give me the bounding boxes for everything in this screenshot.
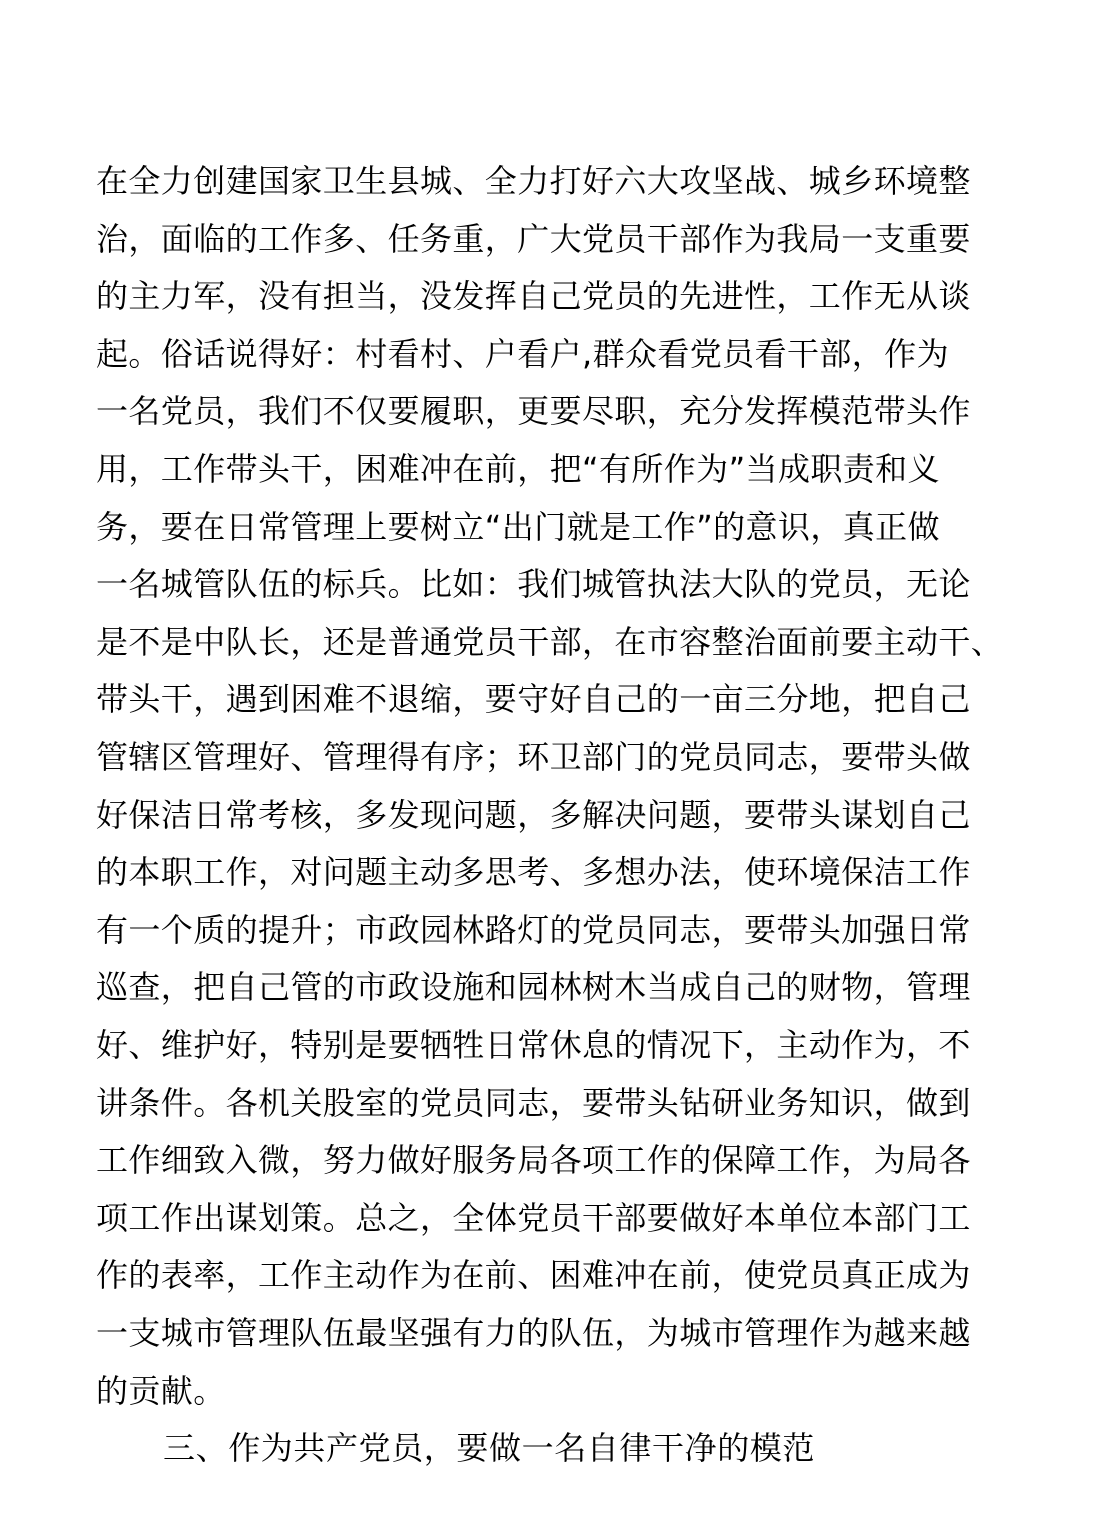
paragraph-line: 起。俗话说得好：村看村、户看户,群众看党员看干部，作为: [96, 335, 949, 373]
paragraph-line: 一名党员，我们不仅要履职，更要尽职，充分发挥模范带头作: [96, 392, 971, 430]
paragraph-line: 一支城市管理队伍最坚强有力的队伍，为城市管理作为越来越: [96, 1314, 971, 1352]
paragraph-line: 讲条件。各机关股室的党员同志，要带头钻研业务知识，做到: [96, 1084, 971, 1122]
paragraph-line: 有一个质的提升；市政园林路灯的党员同志，要带头加强日常: [96, 911, 971, 949]
paragraph-line: 一名城管队伍的标兵。比如：我们城管执法大队的党员，无论: [96, 565, 971, 603]
paragraph-line: 带头干，遇到困难不退缩，要守好自己的一亩三分地，把自己: [96, 680, 971, 718]
paragraph-line: 工作细致入微，努力做好服务局各项工作的保障工作，为局各: [96, 1141, 971, 1179]
paragraph-line: 巡查，把自己管的市政设施和园林树木当成自己的财物，管理: [96, 968, 971, 1006]
paragraph-line: 的贡献。: [96, 1372, 226, 1410]
paragraph-line: 管辖区管理好、管理得有序；环卫部门的党员同志，要带头做: [96, 738, 971, 776]
section-heading: 三、作为共产党员，要做一名自律干净的模范: [163, 1429, 816, 1467]
paragraph-line: 作的表率，工作主动作为在前、困难冲在前，使党员真正成为: [96, 1256, 971, 1294]
paragraph-line: 用，工作带头干，困难冲在前，把“有所作为”当成职责和义: [96, 450, 940, 488]
paragraph-line: 在全力创建国家卫生县城、全力打好六大攻坚战、城乡环境整: [96, 162, 971, 200]
paragraph-line: 是不是中队长，还是普通党员干部，在市容整治面前要主动干、: [96, 623, 1004, 661]
paragraph-line: 治，面临的工作多、任务重，广大党员干部作为我局一支重要: [96, 220, 971, 258]
paragraph-line: 项工作出谋划策。总之，全体党员干部要做好本单位本部门工: [96, 1199, 971, 1237]
paragraph-line: 的主力军，没有担当，没发挥自己党员的先进性，工作无从谈: [96, 277, 971, 315]
paragraph-line: 的本职工作，对问题主动多思考、多想办法，使环境保洁工作: [96, 853, 971, 891]
paragraph-line: 务，要在日常管理上要树立“出门就是工作”的意识，真正做: [96, 508, 940, 546]
paragraph-line: 好、维护好，特别是要牺牲日常休息的情况下，主动作为，不: [96, 1026, 971, 1064]
paragraph-line: 好保洁日常考核，多发现问题，多解决问题，要带头谋划自己: [96, 796, 971, 834]
